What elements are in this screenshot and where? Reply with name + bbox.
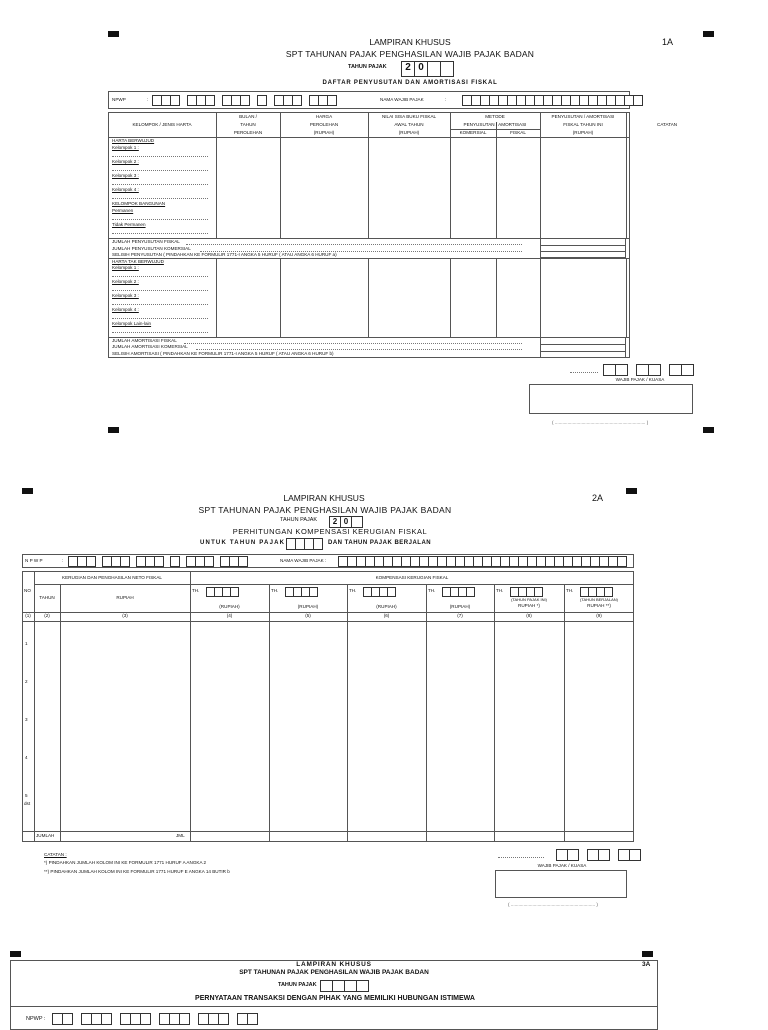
- column-number: (6): [383, 613, 390, 618]
- registration-mark: [108, 31, 119, 37]
- form-1a-wp-kuasa: WAJIB PAJAK / KUASA: [615, 377, 665, 382]
- hdr-catatan: CATATAN: [657, 122, 678, 127]
- form-3a-spt-title: SPT TAHUNAN PAJAK PENGHASILAN WAJIB PAJAK BADAN: [239, 969, 429, 976]
- form-2a-subtitle: PERHITUNGAN KOMPENSASI KERUGIAN FISKAL: [232, 527, 428, 536]
- rupiah-label: (RUPIAH): [449, 604, 471, 609]
- th-label: TH.: [496, 588, 504, 593]
- th-label: TH.: [271, 588, 279, 593]
- tahun-boxes[interactable]: [580, 587, 612, 597]
- form-1a-signature-box[interactable]: [529, 384, 693, 414]
- form-1a-subtitle: DAFTAR PENYUSUTAN DAN AMORTISASI FISKAL: [322, 80, 498, 86]
- tahun-boxes[interactable]: [510, 587, 542, 597]
- column-number: (8): [526, 613, 532, 618]
- rupiah-label: (RUPIAH): [297, 604, 319, 609]
- column-number: (9): [596, 613, 602, 618]
- jumlah-penyusutan-cells[interactable]: [540, 238, 626, 258]
- form-2a-code: 2A: [592, 493, 604, 503]
- jumlah-amortisasi-cells[interactable]: [540, 337, 626, 358]
- th-label: TH.: [349, 588, 357, 593]
- registration-mark: [108, 427, 119, 433]
- th-label: TH.: [192, 588, 200, 593]
- column-number: (7): [457, 613, 463, 618]
- hdr-kelompok: KELOMPOK / JENIS HARTA: [132, 122, 192, 127]
- registration-mark: [626, 488, 637, 494]
- form-1a-nama-label: NAMA WAJIB PAJAK: [380, 97, 424, 102]
- name-char-box[interactable]: [633, 95, 643, 106]
- form-1a-nama-boxes[interactable]: [462, 95, 642, 106]
- tahun-boxes[interactable]: [442, 587, 474, 597]
- registration-mark: [22, 488, 33, 494]
- form-1a-tahun-pajak-label: TAHUN PAJAK: [348, 64, 387, 70]
- form-3a-year-boxes[interactable]: [320, 980, 368, 992]
- rupiah-label: (RUPIAH): [376, 604, 397, 609]
- column-number: (2): [44, 613, 50, 618]
- form-2a-year-boxes[interactable]: 2 0: [329, 516, 362, 528]
- form-1a-date-boxes[interactable]: [603, 364, 693, 376]
- form-1a-lampiran: LAMPIRAN KHUSUS: [369, 37, 451, 47]
- registration-mark: [703, 31, 714, 37]
- year-digit[interactable]: 0: [414, 61, 428, 77]
- form-2a-spt-title: SPT TAHUNAN PAJAK PENGHASILAN WAJIB PAJAK BADAN: [198, 505, 452, 515]
- form-2a-date-boxes[interactable]: [556, 849, 640, 861]
- tahun-note: (TAHUN PAJAK INI): [511, 597, 547, 602]
- th-label: TH.: [566, 588, 574, 593]
- form-3a-code: 3A: [642, 961, 651, 968]
- rupiah-label: RUPIAH *): [518, 603, 540, 608]
- registration-mark: [10, 951, 21, 957]
- form-1a-npwp-label: NPWP: [112, 97, 126, 102]
- column-number: (4): [226, 613, 233, 618]
- form-1a-code: 1A: [662, 37, 674, 47]
- form-3a-subtitle: PERNYATAAN TRANSAKSI DENGAN PIHAK YANG MEMILIKI HUBUNGAN ISTIMEWA: [195, 995, 475, 1002]
- form-3a-npwp-boxes[interactable]: [52, 1013, 257, 1025]
- year-digit[interactable]: [427, 61, 441, 77]
- column-number: (1): [25, 613, 31, 618]
- column-number: (3): [122, 613, 128, 618]
- form-2a-tahun-boxes[interactable]: [286, 538, 322, 550]
- year-digit[interactable]: [440, 61, 454, 77]
- hdr-kompensasi: KOMPENSASI KERUGIAN FISKAL: [375, 575, 449, 580]
- form-1a-table: [108, 112, 630, 358]
- tahun-boxes[interactable]: [206, 587, 238, 597]
- form-2a-npwp-boxes[interactable]: [68, 556, 247, 567]
- form-2a-nama-boxes[interactable]: [338, 556, 626, 567]
- rupiah-label: RUPIAH **): [587, 603, 611, 608]
- rupiah-label: (RUPIAH): [219, 604, 240, 609]
- tahun-note: (TAHUN BERJALAN): [580, 597, 618, 602]
- year-digit[interactable]: 2: [401, 61, 415, 77]
- name-char-box[interactable]: [617, 556, 627, 567]
- form-3a-lampiran: LAMPIRAN KHUSUS: [296, 961, 372, 968]
- th-label: TH.: [428, 588, 436, 593]
- column-number: (5): [305, 613, 311, 618]
- hdr-kerugian: KERUGIAN DAN PENGHASILAN NETO FISKAL: [62, 575, 162, 580]
- tahun-boxes[interactable]: [363, 587, 395, 597]
- registration-mark: [642, 951, 653, 957]
- form-2a-signature-box[interactable]: [495, 870, 627, 898]
- form-2a-wp-kuasa: WAJIB PAJAK / KUASA: [537, 863, 587, 868]
- form-2a-lampiran: LAMPIRAN KHUSUS: [283, 493, 365, 503]
- form-1a-spt-title: SPT TAHUNAN PAJAK PENGHASILAN WAJIB PAJAK BADAN: [285, 49, 535, 59]
- form-1a-npwp-boxes[interactable]: [152, 95, 336, 106]
- tahun-boxes[interactable]: [285, 587, 317, 597]
- form-1a-year-boxes[interactable]: [401, 61, 453, 77]
- registration-mark: [703, 427, 714, 433]
